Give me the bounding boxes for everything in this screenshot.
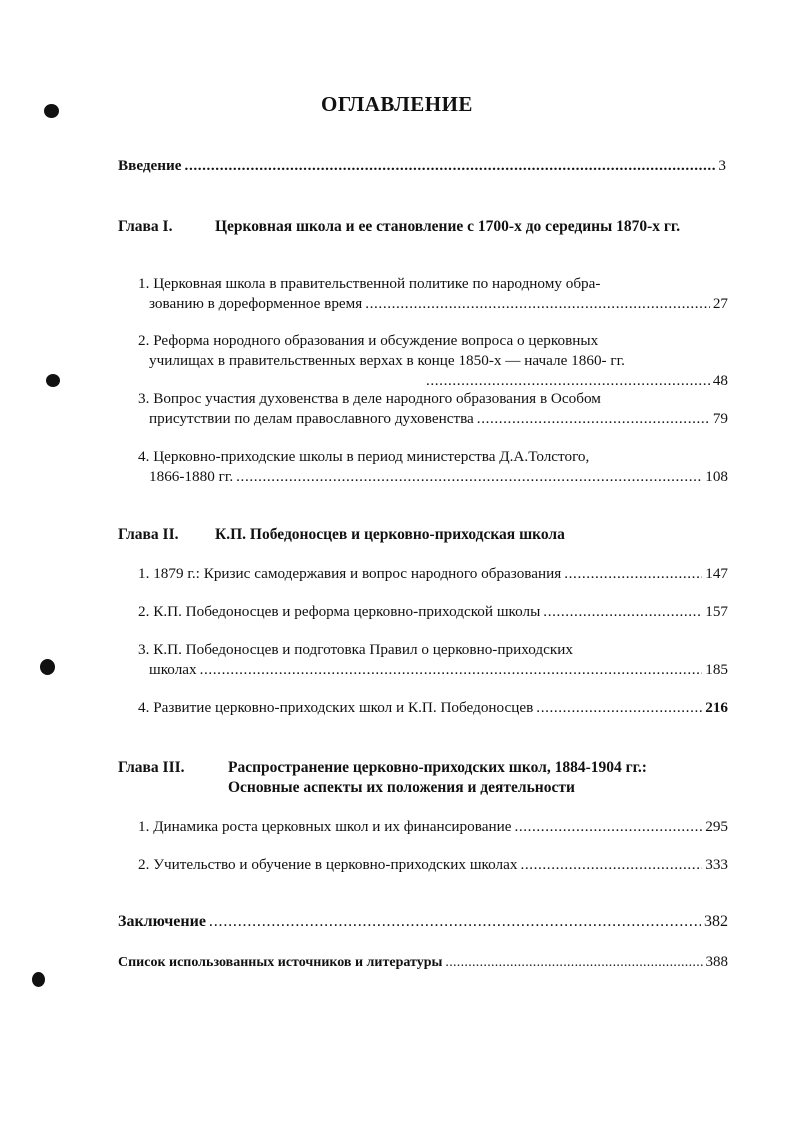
page-number: 333 [705,856,728,873]
toc-section [138,389,728,429]
leader-dots [514,817,702,836]
ink-blot [46,374,60,387]
toc-section [138,855,728,874]
leader-dots [520,855,702,874]
toc-section [138,564,728,583]
entry-label: Введение [118,157,182,174]
page-number: 3 [718,157,726,174]
section-text: 4. Развитие церковно-приходских школ и К.П. Победоносцев [138,699,534,716]
section-line-cont [138,467,728,487]
toc-entry-conclusion [118,912,728,931]
ink-blot [40,659,55,675]
chapter-number: Глава II. [118,526,179,543]
toc-entry-bibliography [118,953,728,972]
chapter-2-heading [118,525,718,547]
section-text: 2. Учительство и обучение в церковно-приходских школах [138,856,518,873]
leader-dots [564,564,702,583]
section-text: присутствии по делам православного духовенства [149,410,474,427]
toc-section [138,602,728,621]
section-line: 1. Церковная школа в правительственной политике по народному обра- [138,275,601,292]
page-number: 216 [705,699,728,716]
ink-blot [32,972,45,987]
page-number: 79 [712,410,728,427]
leader-dots [236,467,702,487]
section-text: 1. 1879 г.: Кризис самодержавия и вопрос народного образования [138,565,562,582]
section-text: 1866-1880 гг. [149,468,234,485]
page-number: 382 [704,913,728,930]
leader-dots [365,294,710,314]
section-line-cont [138,409,728,429]
chapter-title-line1: Распространение церковно-приходских школ, 1884-1904 гг.: [228,759,647,776]
section-line: 4. Церковно-приходские школы в период министерства Д.А.Толстого, [138,448,590,465]
toc-section [138,447,728,487]
section-text: 1. Динамика роста церковных школ и их финансирование [138,818,512,835]
page-number: 108 [705,468,728,485]
section-line-cont [138,371,728,391]
section-line: 2. Реформа нородного образования и обсуждение вопроса о церковных [138,332,599,349]
page-number: 147 [705,565,728,582]
toc-section [138,698,728,717]
toc-section [138,274,728,314]
page-number: 157 [705,603,728,620]
entry-label: Список использованных источников и литературы [118,955,443,970]
page-title: ОГЛАВЛЕНИЕ [321,92,473,116]
leader-dots [477,409,710,429]
section-line-cont [138,294,728,314]
chapter-3-heading [118,758,738,800]
leader-dots [209,912,701,931]
leader-dots [536,698,702,717]
leader-dots [543,602,702,621]
section-line: училищах в правительственных верхах в конце 1850-х — начале 1860- гг. [149,352,625,369]
page-number: 185 [705,661,728,678]
page-number: 48 [712,372,728,389]
leader-dots [200,660,703,680]
section-text: зованию в дореформенное время [149,295,363,312]
toc-section [138,817,728,836]
toc-entry-intro [118,156,726,175]
toc-section [138,640,728,680]
chapter-title: К.П. Победоносцев и церковно-приходская школа [215,526,565,543]
section-line-cont [138,660,728,680]
page-number: 27 [712,295,728,312]
toc-section [138,331,728,391]
page-number: 388 [705,954,728,970]
chapter-number: Глава I. [118,218,173,235]
section-line: 3. Вопрос участия духовенства в деле народного образования в Особом [138,390,601,407]
entry-label: Заключение [118,913,206,930]
section-line: 3. К.П. Победоносцев и подготовка Правил о церковно-приходских [138,641,573,658]
chapter-number: Глава III. [118,759,185,776]
leader-dots [445,953,702,972]
chapter-title: Церковная школа и ее становление с 1700-х до середины 1870-х гг. [215,218,681,235]
page-number: 295 [705,818,728,835]
chapter-1-heading [118,217,718,259]
leader-dots [185,156,716,175]
chapter-title-line2: Основные аспекты их положения и деятельности [228,779,575,796]
section-text: 2. К.П. Победоносцев и реформа церковно-приходской школы [138,603,541,620]
leader-dots [426,371,710,391]
section-text: школах [149,661,197,678]
